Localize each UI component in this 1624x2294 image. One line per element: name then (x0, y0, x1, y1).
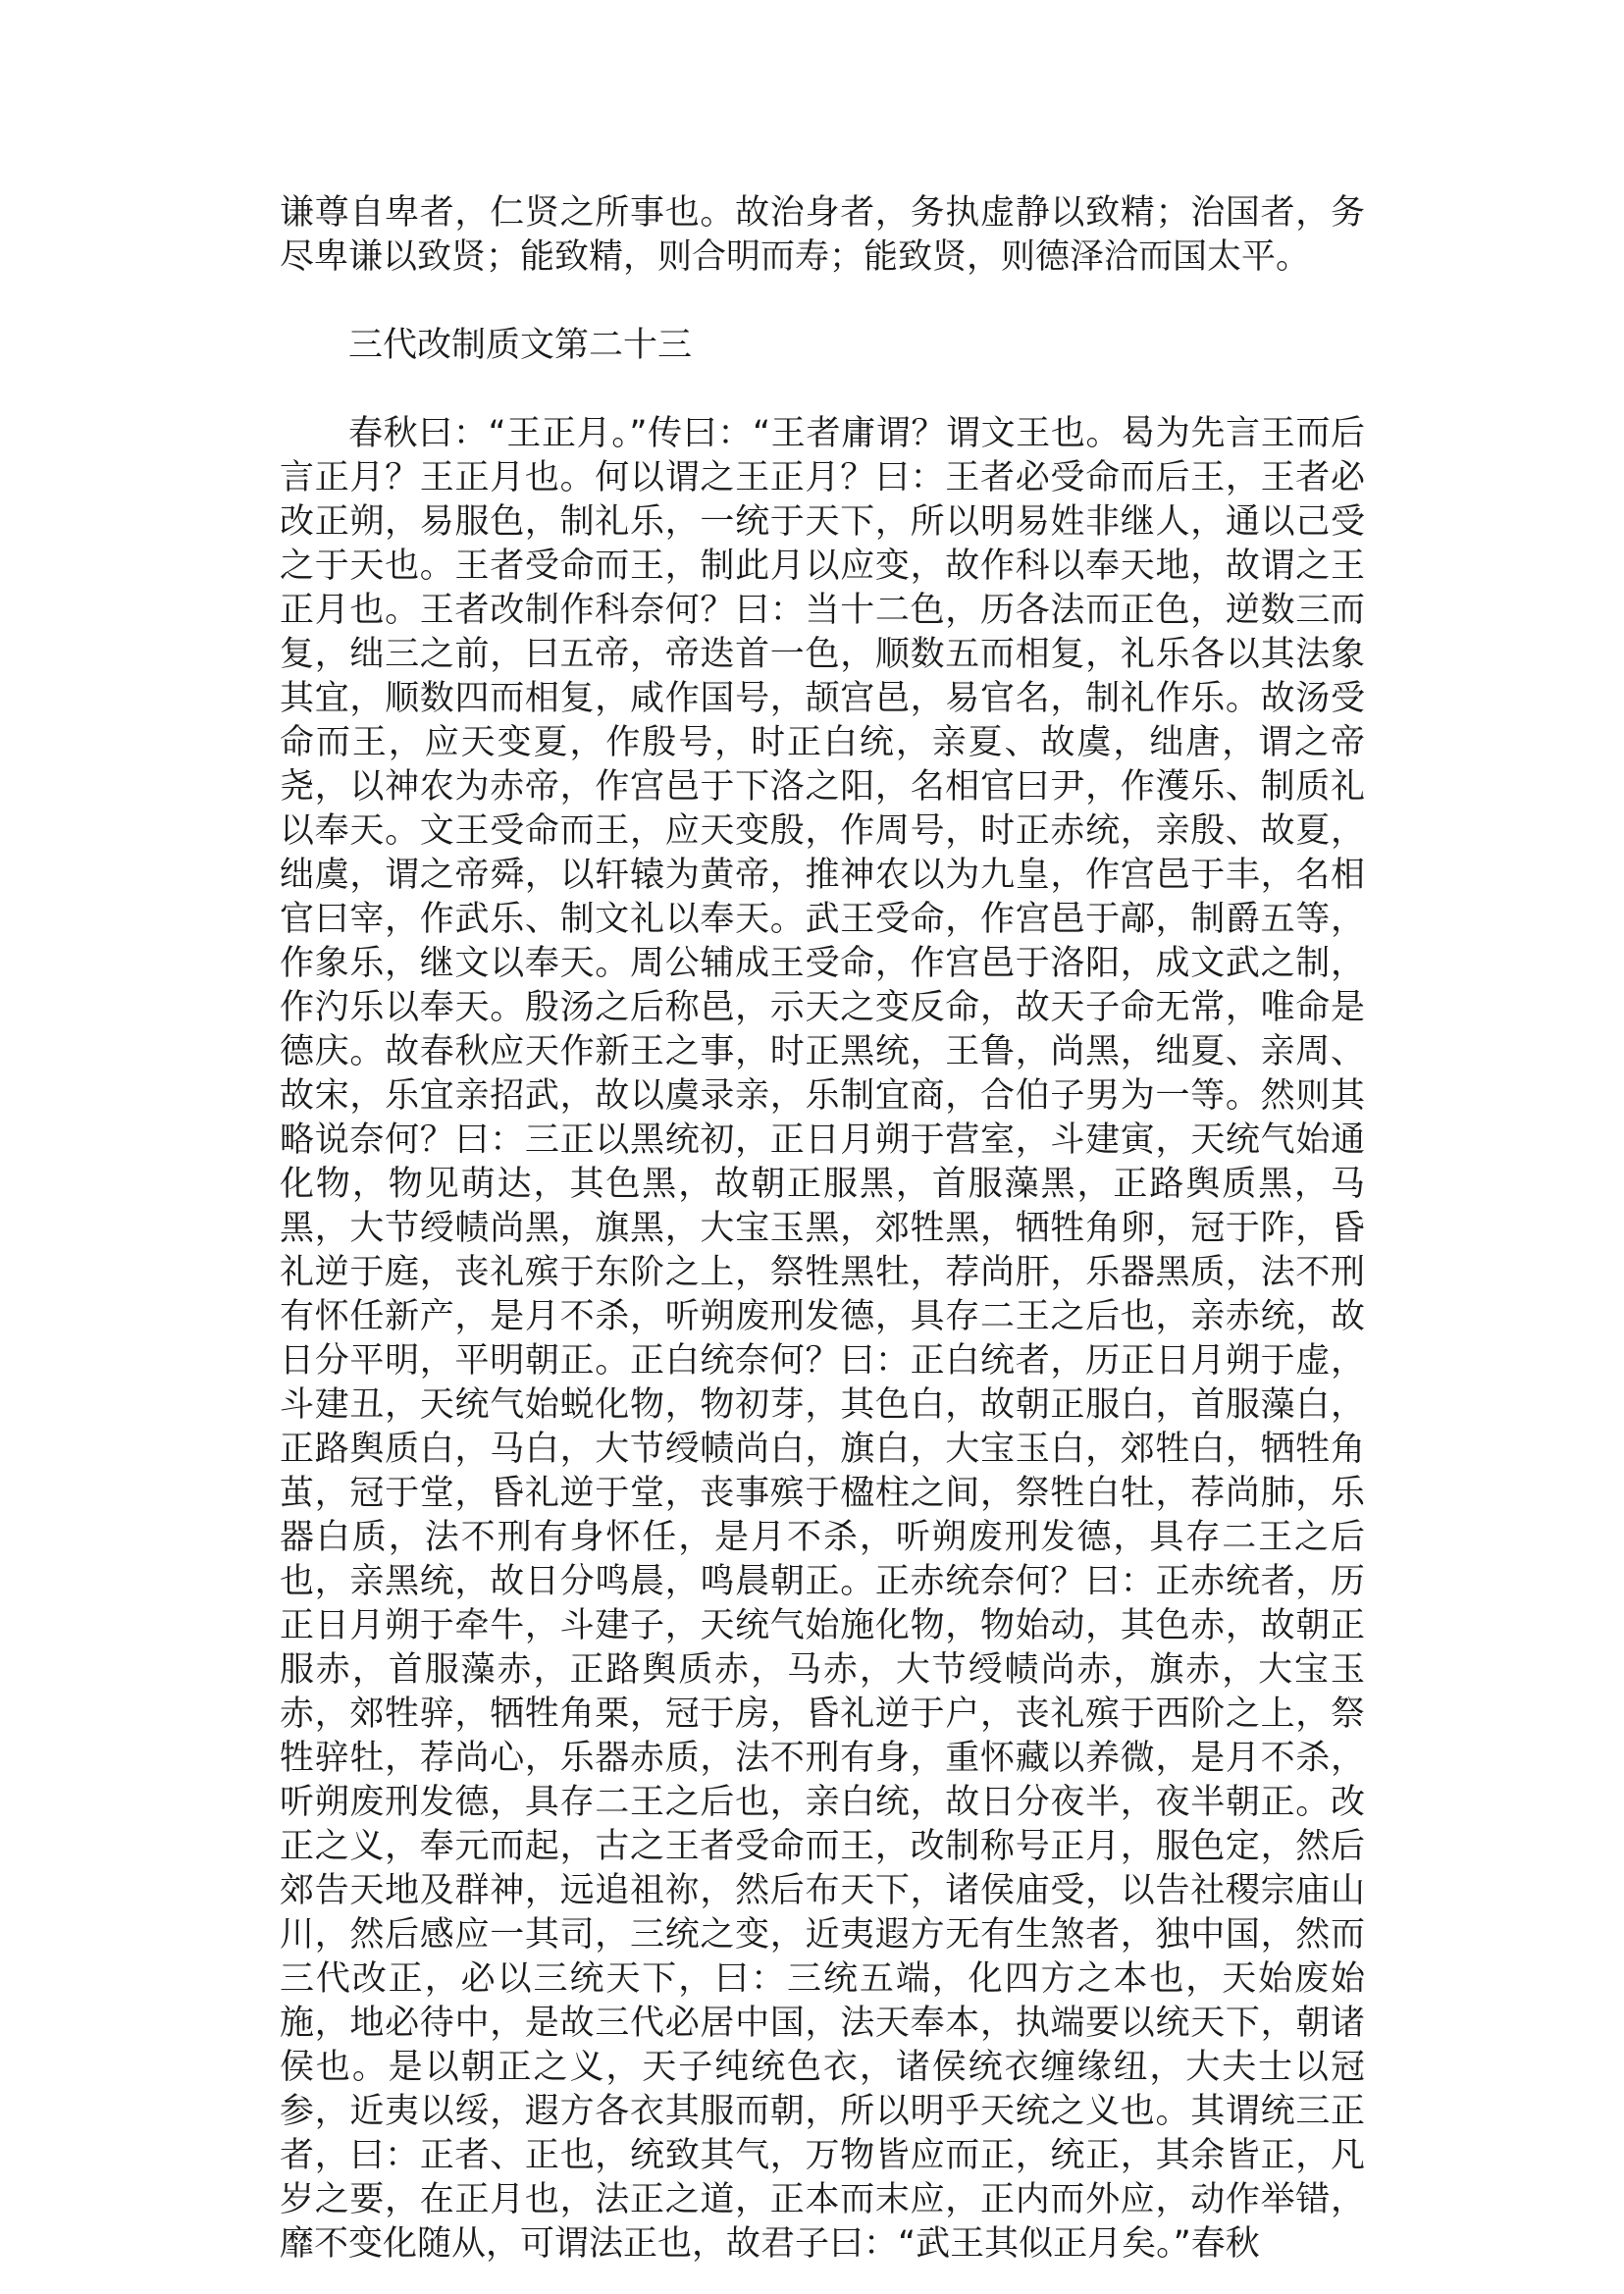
opening-paragraph: 谦尊自卑者，仁贤之所事也。故治身者，务执虚静以致精；治国者，务尽卑谦以致贤；能致精，则合明而寿；能致贤，则德泽洽而国太平。 (280, 193, 1365, 277)
document-page (280, 191, 1365, 2267)
main-paragraph: 春秋曰：“王正月。”传曰：“王者庸谓？谓文王也。曷为先言王而后言正月？王正月也。何以谓之王正月？曰：王者必受命而后王，王者必改正朔，易服色，制礼乐，一统于天下，所以明易姓非继人，通以己受之于天也。王者受命而王，制此月以应变，故作科以奉天地，故谓之王正月也。王者改制作科奈何？曰：当十二色，历各法而正色，逆数三而复，绌三之前，曰五帝，帝迭首一色，顺数五而相复，礼乐各以其法象其宜，顺数四而相复，咸作国号，颉宫邑，易官名，制礼作乐。故汤受命而王，应天变夏，作殷号，时正白统，亲夏、故虞，绌唐，谓之帝尧，以神农为赤帝，作宫邑于下洛之阳，名相官曰尹，作濩乐、制质礼以奉天。文王受命而王，应天变殷，作周号，时正赤统，亲殷、故夏，绌虞，谓之帝舜，以轩辕为黄帝，推神农以为九皇，作宫邑于丰，名相官曰宰，作武乐、制文礼以奉天。武王受命，作宫邑于鄗，制爵五等，作象乐，继文以奉天。周公辅成王受命，作宫邑于洛阳，成文武之制，作汋乐以奉天。殷汤之后称邑，示天之变反命，故天子命无常，唯命是德庆。故春秋应天作新王之事，时正黑统，王鲁，尚黑，绌夏、亲周、故宋，乐宜亲招武，故以虞录亲，乐制宜商，合伯子男为一等。然则其略说奈何？曰：三正以黑统初，正日月朔于营室，斗建寅，天统气始通化物，物见萌达，其色黑，故朝正服黑，首服藻黑，正路舆质黑，马黑，大节绶帻尚黑，旗黑，大宝玉黑，郊牲黑，牺牲角卵，冠于阼，昏礼逆于庭，丧礼殡于东阶之上，祭牲黑牡，荐尚肝，乐器黑质，法不刑有怀任新产，是月不杀，听朔废刑发德，具存二王之后也，亲赤统，故日分平明，平明朝正。正白统奈何？曰：正白统者，历正日月朔于虚，斗建丑，天统气始蜕化物，物初芽，其色白，故朝正服白，首服藻白，正路舆质白，马白，大节绶帻尚白，旗白，大宝玉白，郊牲白，牺牲角茧，冠于堂，昏礼逆于堂，丧事殡于楹柱之间，祭牲白牡，荐尚肺，乐器白质，法不刑有身怀任，是月不杀，听朔废刑发德，具存二王之后也，亲黑统，故日分鸣晨，鸣晨朝正。正赤统奈何？曰：正赤统者，历正日月朔于牵牛，斗建子，天统气始施化物，物始动，其色赤，故朝正服赤，首服藻赤，正路舆质赤，马赤，大节绶帻尚赤，旗赤，大宝玉赤，郊牲骍，牺牲角栗，冠于房，昏礼逆于户，丧礼殡于西阶之上，祭牲骍牡，荐尚心，乐器赤质，法不刑有身，重怀藏以养微，是月不杀，听朔废刑发德，具存二王之后也，亲白统，故日分夜半，夜半朝正。改正之义，奉元而起，古之王者受命而王，改制称号正月，服色定，然后郊告天地及群神，远追祖祢，然后布天下，诸侯庙受，以告社稷宗庙山川，然后感应一其司，三统之变，近夷遐方无有生煞者，独中国，然而三代改正，必以三统天下，曰：三统五端，化四方之本也，天始废始施，地必待中，是故三代必居中国，法天奉本，执端要以统天下，朝诸侯也。是以朝正之义，天子纯统色衣，诸侯统衣缠缘纽，大夫士以冠参，近夷以绥，遐方各衣其服而朝，所以明乎天统之义也。其谓统三正者，曰：正者、正也，统致其气，万物皆应而正，统正，其余皆正，凡岁之要，在正月也，法正之道，正本而末应，正内而外应，动作举错，靡不变化随从，可谓法正也，故君子曰：“武王其似正月矣。”春秋 (280, 414, 1365, 2264)
chapter-title: 三代改制质文第二十三 (348, 326, 693, 365)
